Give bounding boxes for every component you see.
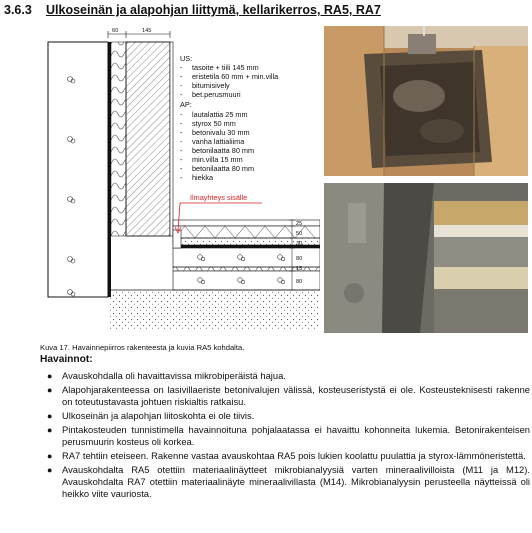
figure-17 [40,24,528,340]
svg-text:-: - [180,155,183,164]
ap-layer-6: min.villa 15 mm [192,155,243,164]
side-dim-25: 25 [296,221,303,227]
ap-title: AP: [180,100,192,109]
connection-note: Ilmayhteys sisälle [190,193,248,202]
ap-layer-2: styrox 50 mm [192,119,236,128]
bullet-icon: ● [47,371,53,381]
list-item: ● Ulkoseinän ja alapohjan liitoskohta ei ole tiivis. [47,410,255,421]
dimension-145: 145 [142,28,152,34]
us-layer-2: eristetila 60 mm + min.villa [192,72,279,81]
ap-layer-1: lautalattia 25 mm [192,110,248,119]
figure-caption: Kuva 17. Havainnepiirros rakenteesta ja kuvia RA5 kohdalta. [40,343,245,352]
svg-text:-: - [180,164,183,173]
list-item: ● RA7 tehtiin eteiseen. Rakenne vastaa avauskohtaa RA5 pois lukien koolattu puulattia ja styrox-lämmöneristettä. [47,450,526,461]
bullet-icon: ● [47,411,53,421]
ap-layer-8: hiekka [192,173,214,182]
side-dim-50: 50 [296,231,303,237]
us-title: US: [180,54,193,63]
photo-wall-joint-ra5 [324,183,528,333]
side-dim-80b: 80 [296,279,303,285]
structure-drawing [40,24,320,340]
photo-opening-ra5 [324,26,528,176]
findings-list [47,370,530,502]
ap-layer-7: betonilaatta 80 mm [192,164,255,173]
section-heading [4,3,528,17]
list-item: ● Alapohjarakenteessa on lasivillaeriste betonivalujen välissä, kosteuseristystä ei ole. Kosteusteknisesti rakenne on toteutustavasta johtuen riskialtis ratkaisu. [47,384,530,407]
us-layer-4: bet.perusmuuri [192,90,241,99]
side-dim-30: 30 [296,241,303,247]
section-title: Ulkoseinän ja alapohjan liittymä, kellarikerros, RA5, RA7 [46,3,381,17]
svg-text:-: - [180,72,183,81]
ap-layer-5: betonilaatta 80 mm [192,146,255,155]
svg-text:-: - [180,110,183,119]
bullet-icon: ● [47,385,53,395]
svg-text:-: - [180,63,183,72]
bullet-icon: ● [47,425,53,435]
photo-floor-opening [324,26,528,176]
svg-text:-: - [180,128,183,137]
svg-text:-: - [180,81,183,90]
dimension-60: 60 [112,28,119,34]
us-layer-1: tasoite + tiili 145 mm [192,63,259,72]
us-layer-3: bitumisively [192,81,230,90]
svg-text:-: - [180,173,183,182]
photo-wall-joint [324,183,528,333]
ap-layer-4: vanha lattialiima [192,137,245,146]
svg-text:-: - [180,119,183,128]
ap-layer-3: betonivalu 30 mm [192,128,250,137]
list-item: ● Pintakosteuden tunnistimella havainnoituna pohjalaatassa ei havaittu kohonneita lukemia. Betonirakenteisen perusmuurin kosteus oli korkea. [47,424,530,447]
side-dim-80a: 80 [296,256,303,262]
svg-text:-: - [180,146,183,155]
bullet-icon: ● [47,451,53,461]
list-item: ● Avauskohdalla oli havaittavissa mikrobiperäistä hajua. [47,370,286,381]
list-item: ● Avauskohdalta RA5 otettiin materiaalinäytteet mikrobianalyysiä varten mineraalivilloista (M11 ja M12). Avauskohdalta RA7 otettiin materiaalinäyte mineraalivillasta (M14). Mikrobianalyysin perusteella näytteissä oli heikko viite vauriosta. [47,464,530,499]
section-number: 3.6.3 [4,3,32,17]
bullet-icon: ● [47,465,53,475]
svg-text:-: - [180,137,183,146]
findings-title: Havainnot: [40,354,93,365]
side-dim-15: 15 [296,266,303,272]
svg-text:-: - [180,90,183,99]
